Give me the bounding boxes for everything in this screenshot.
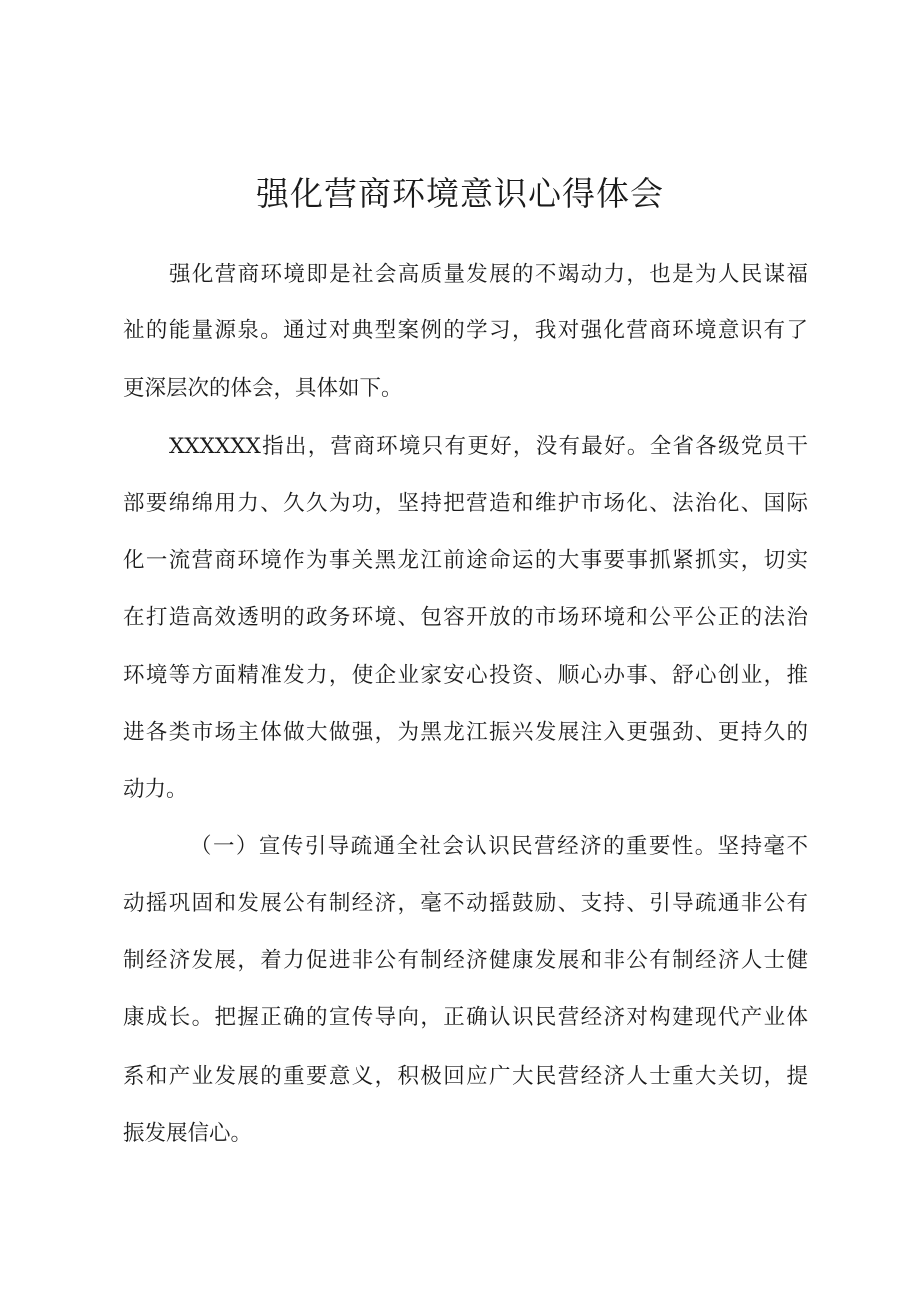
paragraph-1-line-1: 强化营商环境即是社会高质量发展的不竭动力，也是为人民谋福 — [169, 262, 808, 287]
paragraph-2-line-3: 化一流营商环境作为事关黑龙江前途命运的大事要事抓紧抓实，切实 — [123, 548, 808, 573]
paragraph-2-line-1: XXXXXX指出，营商环境只有更好，没有最好。全省各级党员干 — [169, 434, 808, 459]
paragraph-3-line-2: 动摇巩固和发展公有制经济，毫不动摇鼓励、支持、引导疏通非公有 — [123, 891, 808, 916]
paragraph-3-line-1: （一）宣传引导疏通全社会认识民营经济的重要性。坚持毫不 — [190, 834, 808, 859]
paragraph-3-line-5: 系和产业发展的重要意义，积极回应广大民营经济人士重大关切，提 — [123, 1064, 808, 1089]
paragraph-2-line-4: 在打造高效透明的政务环境、包容开放的市场环境和公平公正的法治 — [123, 605, 808, 630]
paragraph-3-line-6: 振发展信心。 — [123, 1121, 253, 1146]
paragraph-3-line-4: 康成长。把握正确的宣传导向，正确认识民营经济对构建现代产业体 — [123, 1005, 808, 1030]
paragraph-2-line-6: 进各类市场主体做大做强，为黑龙江振兴发展注入更强劲、更持久的 — [123, 720, 808, 745]
paragraph-1-line-2: 祉的能量源泉。通过对典型案例的学习，我对强化营商环境意识有了 — [123, 318, 808, 343]
paragraph-3-line-3: 制经济发展，着力促进非公有制经济健康发展和非公有制经济人士健 — [123, 948, 808, 973]
paragraph-1-line-3: 更深层次的体会，具体如下。 — [123, 376, 403, 401]
paragraph-2-line-2: 部要绵绵用力、久久为功，坚持把营造和维护市场化、法治化、国际 — [123, 491, 808, 516]
document-title: 强化营商环境意识心得体会 — [256, 174, 664, 213]
paragraph-2-line-5: 环境等方面精准发力，使企业家安心投资、顺心办事、舒心创业，推 — [123, 663, 808, 688]
paragraph-2-line-7: 动力。 — [123, 777, 188, 802]
